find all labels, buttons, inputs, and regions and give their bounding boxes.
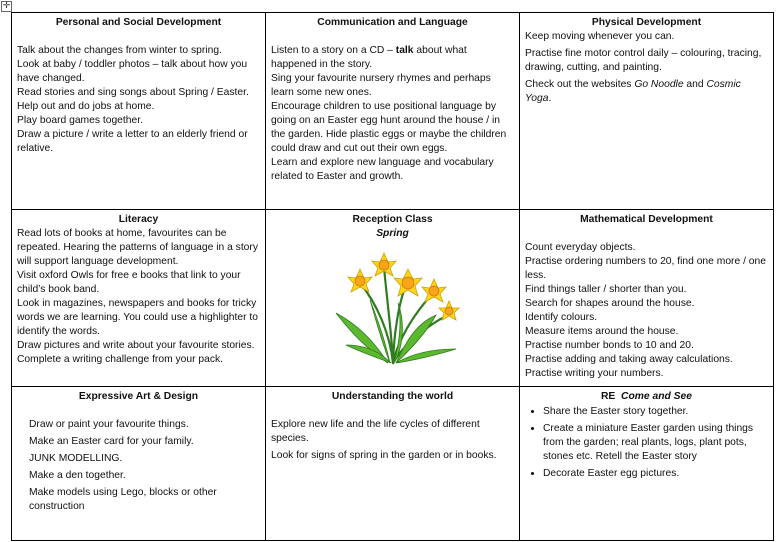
activity-line: Talk about the changes from winter to spring. [17, 45, 222, 56]
activity-line: Identify colours. [525, 312, 598, 323]
cell-title: Mathematical Development [580, 214, 713, 225]
website-name: Cosmic Yoga [525, 79, 741, 104]
activity-line: Draw pictures and write about your favourite stories. [17, 340, 255, 351]
activity-line: Look in magazines, newspapers and books for tricky words we are learning. You could use a highlighter to identify the words. [17, 298, 258, 337]
activity-line: Count everyday objects. [525, 242, 636, 253]
activity-line: Practise number bonds to 10 and 20. [525, 340, 694, 351]
cell-understanding-world [266, 387, 520, 541]
cell-title: Understanding the world [331, 391, 454, 402]
activity-line: Find things taller / shorter than you. [525, 284, 687, 295]
spring-activities-table [11, 12, 774, 541]
activity-line: Look for signs of spring in the garden or in books. [271, 450, 497, 461]
activity-line: Draw a picture / write a letter to an elderly friend or relative. [17, 129, 248, 154]
cell-expressive-art-design [12, 387, 266, 541]
cell-mathematical-development [520, 210, 774, 387]
cell-physical-development [520, 13, 774, 210]
activity-line: Practise fine motor control daily – colouring, tracing, drawing, cutting, and painting. [525, 48, 762, 73]
cell-title: Physical Development [591, 17, 702, 28]
activity-line: Draw or paint your favourite things. [29, 419, 189, 430]
activity-line: Practise writing your numbers. [525, 368, 664, 379]
daffodils-illustration [318, 245, 468, 365]
emphasis-text: talk [395, 45, 414, 56]
activity-line: JUNK MODELLING. [29, 453, 123, 464]
activity-line: Check out the websites Go Noodle and Cosmic Yoga. [525, 79, 741, 104]
activity-line: Sing your favourite nursery rhymes and perhaps learn some new ones. [271, 73, 491, 98]
list-item: • Decorate Easter egg pictures. [543, 467, 768, 481]
programme-name: Come and See [621, 391, 692, 402]
cell-title: Reception Class [352, 214, 433, 225]
activity-line: Look at baby / toddler photos – talk about how you have changed. [17, 59, 248, 84]
cell-title: Expressive Art & Design [78, 391, 199, 402]
cell-title: Personal and Social Development [55, 17, 222, 28]
activity-line: Visit oxford Owls for free e books that link to your child’s book band. [17, 270, 241, 295]
activity-line: Read lots of books at home, favourites can be repeated. Hearing the patterns of language in a story will support language development. [17, 228, 258, 267]
activity-line: Search for shapes around the house. [525, 298, 695, 309]
activity-line: Practise adding and taking away calculations. [525, 354, 733, 365]
list-item: • Share the Easter story together. [543, 405, 768, 419]
activity-line: Make models using Lego, blocks or other construction [29, 487, 217, 512]
activity-line: Explore new life and the life cycles of different species. [271, 419, 480, 444]
activity-line: Make a den together. [29, 470, 126, 481]
activity-line: Play board games together. [17, 115, 143, 126]
cell-title: Literacy [118, 214, 159, 225]
website-name: Go Noodle [634, 79, 684, 90]
activity-line: Help out and do jobs at home. [17, 101, 155, 112]
activity-line: Listen to a story on a CD – talk about what happened in the story. [271, 45, 467, 70]
activity-line: Read stories and sing songs about Spring / Easter. [17, 87, 249, 98]
re-bullet-list [525, 405, 768, 481]
cell-title: RE Come and See [600, 391, 692, 402]
activity-line: Keep moving whenever you can. [525, 31, 675, 42]
move-handle-icon[interactable]: ✛ [2, 1, 11, 11]
season-subtitle: Spring [376, 228, 409, 239]
cell-literacy [12, 210, 266, 387]
activity-line: Practise ordering numbers to 20, find one more / one less. [525, 256, 766, 281]
activity-line: Complete a writing challenge from your pack. [17, 354, 224, 365]
cell-title: Communication and Language [317, 17, 468, 28]
activity-line: Measure items around the house. [525, 326, 679, 337]
list-item: • Create a miniature Easter garden using things from the garden; real plants, logs, plant pots, stones etc. Retell the Easter story [543, 422, 768, 464]
cell-communication-language [266, 13, 520, 210]
cell-reception-class [266, 210, 520, 387]
activity-line: Make an Easter card for your family. [29, 436, 194, 447]
cell-re [520, 387, 774, 541]
activity-line: Learn and explore new language and vocabulary related to Easter and growth. [271, 157, 494, 182]
activity-line: Encourage children to use positional language by going on an Easter egg hunt around the house / in the garden. Hide plastic eggs or maybe the children could draw and cut out their own eggs. [271, 101, 507, 154]
cell-personal-social [12, 13, 266, 210]
